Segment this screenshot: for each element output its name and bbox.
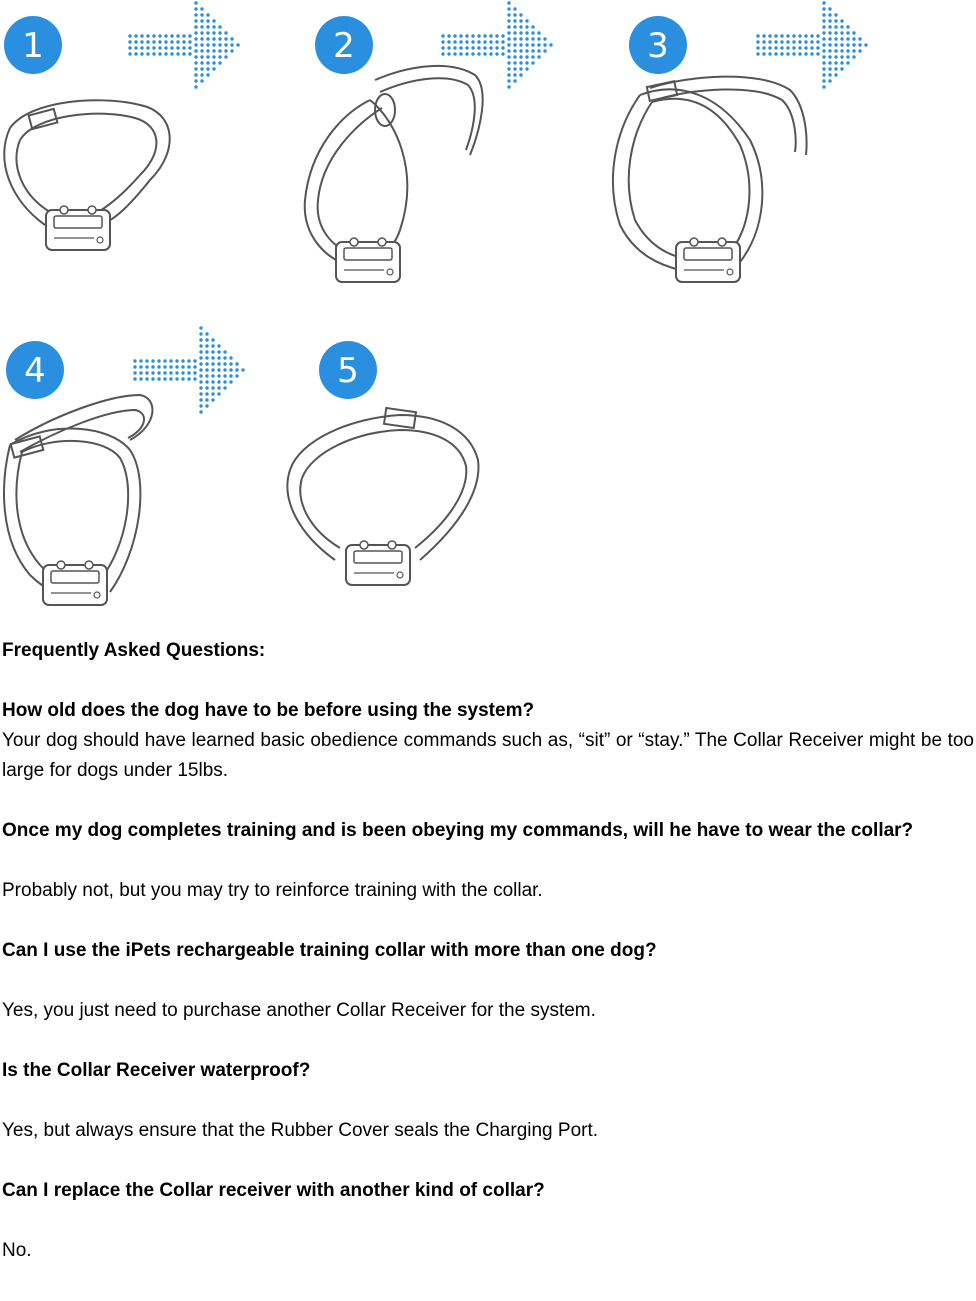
- faq-answer-4: Yes, but always ensure that the Rubber Cover seals the Charging Port.: [2, 1120, 599, 1141]
- step-3: [613, 16, 807, 282]
- faq-answer-1: Your dog should have learned basic obedience commands such as, “sit” or “stay.” The Collar Receiver might be too large for dogs under 15lbs.: [2, 730, 974, 781]
- faq-answer-3: Yes, you just need to purchase another Collar Receiver for the system.: [2, 1000, 596, 1021]
- collar-open-buckle-icon: [4, 100, 169, 225]
- step-1: [4, 16, 170, 250]
- faq-section: [2, 636, 974, 1266]
- step-1-number: 1: [22, 26, 44, 66]
- step-4: [4, 341, 152, 605]
- step-arrows: [128, 1, 867, 413]
- dotted-arrow-icon: [128, 1, 239, 88]
- step-4-number: 4: [24, 351, 46, 391]
- dotted-arrow-icon: [756, 1, 867, 88]
- step-2: [305, 16, 483, 282]
- step-2-number: 2: [333, 26, 355, 66]
- collar-fitting-diagram: [0, 0, 976, 615]
- faq-answer-5: No.: [2, 1240, 32, 1261]
- faq-question-2: Once my dog completes training and is been obeying my commands, will he have to wear the collar?: [2, 820, 914, 841]
- faq-question-1: How old does the dog have to be before using the system?: [2, 700, 535, 721]
- faq-title: Frequently Asked Questions:: [2, 640, 266, 661]
- step-5: [287, 341, 478, 585]
- faq-answer-2: Probably not, but you may try to reinforce training with the collar.: [2, 880, 543, 901]
- dotted-arrow-icon: [441, 1, 552, 88]
- faq-question-3: Can I use the iPets rechargeable training collar with more than one dog?: [2, 940, 657, 961]
- faq-question-5: Can I replace the Collar receiver with another kind of collar?: [2, 1180, 545, 1201]
- step-3-number: 3: [647, 26, 669, 66]
- step-5-number: 5: [337, 351, 359, 391]
- collar-loop-through-icon: [305, 66, 483, 262]
- faq-question-4: Is the Collar Receiver waterproof?: [2, 1060, 311, 1081]
- collar-fastened-icon: [287, 408, 478, 560]
- collar-tighten-icon: [613, 77, 807, 270]
